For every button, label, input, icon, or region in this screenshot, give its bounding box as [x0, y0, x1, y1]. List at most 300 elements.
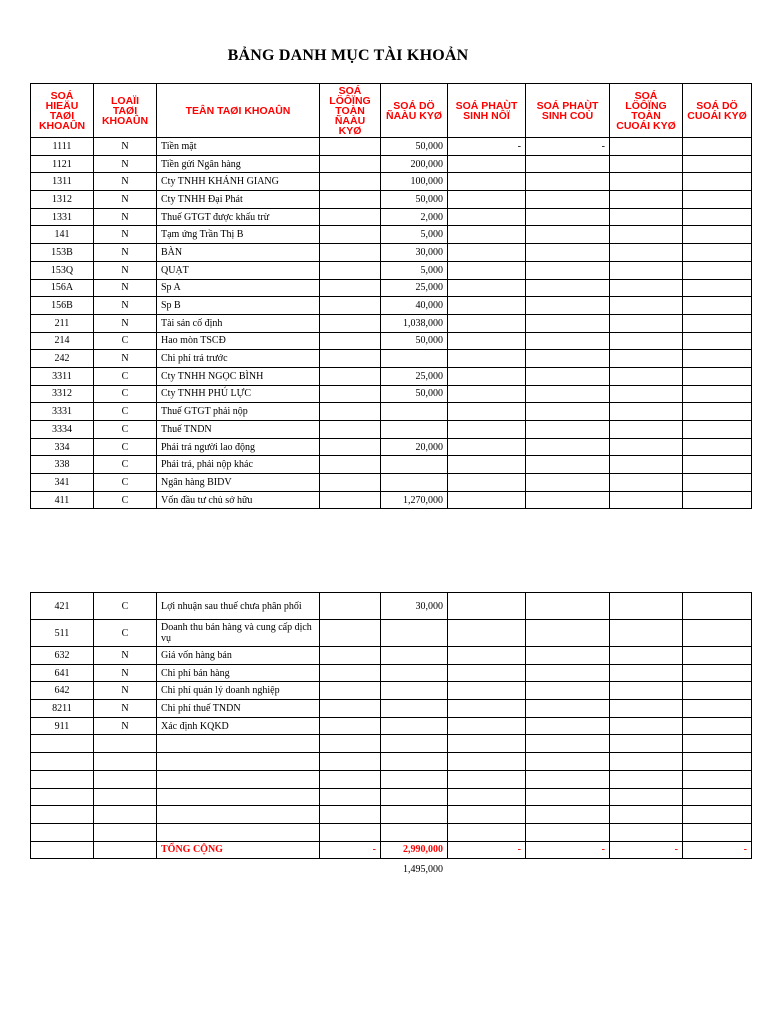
- cell-account-number: [31, 806, 94, 824]
- cell-opening-quantity: [320, 403, 381, 421]
- cell-account-name: Tạm ứng Trần Thị B: [157, 226, 320, 244]
- cell-opening-quantity: [320, 261, 381, 279]
- cell-closing-balance: [683, 823, 752, 841]
- cell-opening-balance: [381, 403, 448, 421]
- cell-opening-balance: 1,270,000: [381, 491, 448, 509]
- cell-closing-balance: [683, 620, 752, 647]
- cell-account-name: BÀN: [157, 244, 320, 262]
- cell-credit: [526, 620, 610, 647]
- cell-opening-balance: [381, 823, 448, 841]
- cell-closing-balance: [683, 155, 752, 173]
- cell-account-type: N: [94, 244, 157, 262]
- cell-account-type: N: [94, 138, 157, 156]
- cell-opening-quantity: [320, 735, 381, 753]
- cell-credit: [526, 208, 610, 226]
- cell-account-name: Chi phí trả trước: [157, 350, 320, 368]
- cell-debit: [448, 647, 526, 665]
- cell-closing-quantity: [610, 244, 683, 262]
- cell-opening-balance: [381, 770, 448, 788]
- cell-account-name: Chi phí thuế TNDN: [157, 700, 320, 718]
- cell-closing-balance: [683, 314, 752, 332]
- header-opening-balance: SOÁ DÖ ÑAÀU KYØ: [381, 84, 448, 138]
- table-row: [31, 421, 752, 439]
- cell-closing-quantity: [610, 138, 683, 156]
- cell-credit: -: [526, 138, 610, 156]
- cell-credit: [526, 191, 610, 209]
- cell-opening-balance: [381, 456, 448, 474]
- cell-opening-balance: 40,000: [381, 297, 448, 315]
- cell-account-type: C: [94, 438, 157, 456]
- cell-account-number: 642: [31, 682, 94, 700]
- table-row: [31, 297, 752, 315]
- cell-closing-quantity: [610, 226, 683, 244]
- cell-account-number: 632: [31, 647, 94, 665]
- cell-closing-quantity: [610, 421, 683, 439]
- cell-account-name: Giá vốn hàng bán: [157, 647, 320, 665]
- cell-debit: [448, 682, 526, 700]
- cell-account-name: Chi phí quản lý doanh nghiệp: [157, 682, 320, 700]
- cell-closing-quantity: [610, 682, 683, 700]
- cell-closing-balance: [683, 297, 752, 315]
- cell-closing-balance: [683, 138, 752, 156]
- total-opening-quantity: -: [320, 841, 381, 859]
- cell-account-type: C: [94, 474, 157, 492]
- cell-account-number: 8211: [31, 700, 94, 718]
- cell-opening-balance: 50,000: [381, 385, 448, 403]
- cell-account-number: 3334: [31, 421, 94, 439]
- cell-account-name: Tiền gửi Ngân hàng: [157, 155, 320, 173]
- page-title: BẢNG DANH MỤC TÀI KHOẢN: [227, 47, 469, 64]
- cell-debit: [448, 173, 526, 191]
- cell-opening-quantity: [320, 385, 381, 403]
- cell-opening-balance: [381, 788, 448, 806]
- table-row: [31, 226, 752, 244]
- table-row: [31, 491, 752, 509]
- cell-debit: [448, 664, 526, 682]
- cell-account-number: 1111: [31, 138, 94, 156]
- cell-credit: [526, 823, 610, 841]
- table-row: [31, 173, 752, 191]
- table-row: [31, 753, 752, 771]
- table-row: [31, 788, 752, 806]
- cell-debit: [448, 208, 526, 226]
- cell-account-type: N: [94, 297, 157, 315]
- cell-opening-quantity: [320, 806, 381, 824]
- cell-debit: [448, 456, 526, 474]
- cell-closing-balance: [683, 456, 752, 474]
- cell-credit: [526, 806, 610, 824]
- cell-credit: [526, 788, 610, 806]
- cell-account-name: Phải trả người lao động: [157, 438, 320, 456]
- cell-account-number: 421: [31, 593, 94, 620]
- cell-opening-balance: [381, 717, 448, 735]
- table-row: [31, 664, 752, 682]
- cell-debit: [448, 753, 526, 771]
- cell-account-number: 1311: [31, 173, 94, 191]
- cell-account-name: [157, 823, 320, 841]
- cell-credit: [526, 700, 610, 718]
- cell-account-type: C: [94, 593, 157, 620]
- cell-closing-balance: [683, 367, 752, 385]
- header-closing-balance: SOÁ DÖ CUOÁI KYØ: [683, 84, 752, 138]
- cell-account-number: 156B: [31, 297, 94, 315]
- cell-account-number: [31, 770, 94, 788]
- cell-debit: [448, 385, 526, 403]
- table-row: [31, 155, 752, 173]
- cell-closing-quantity: [610, 173, 683, 191]
- cell-credit: [526, 350, 610, 368]
- table-row: [31, 244, 752, 262]
- cell-account-type: [94, 735, 157, 753]
- cell-opening-quantity: [320, 226, 381, 244]
- cell-account-type: N: [94, 208, 157, 226]
- cell-opening-quantity: [320, 297, 381, 315]
- table-row: [31, 682, 752, 700]
- cell-account-name: Cty TNHH Đại Phát: [157, 191, 320, 209]
- cell-credit: [526, 173, 610, 191]
- table-row: [31, 208, 752, 226]
- cell-closing-balance: [683, 491, 752, 509]
- cell-opening-balance: [381, 700, 448, 718]
- cell-credit: [526, 593, 610, 620]
- table-row: [31, 138, 752, 156]
- cell-account-number: 153B: [31, 244, 94, 262]
- cell-account-type: C: [94, 367, 157, 385]
- cell-opening-quantity: [320, 664, 381, 682]
- cell-closing-balance: [683, 682, 752, 700]
- cell-closing-quantity: [610, 191, 683, 209]
- cell-opening-balance: 200,000: [381, 155, 448, 173]
- cell-closing-quantity: [610, 314, 683, 332]
- cell-opening-balance: [381, 806, 448, 824]
- cell-credit: [526, 438, 610, 456]
- cell-account-name: Cty TNHH KHÁNH GIANG: [157, 173, 320, 191]
- cell-account-type: N: [94, 155, 157, 173]
- cell-closing-balance: [683, 717, 752, 735]
- cell-closing-quantity: [610, 620, 683, 647]
- cell-account-name: Ngân hàng BIDV: [157, 474, 320, 492]
- cell-account-number: 3311: [31, 367, 94, 385]
- cell-opening-quantity: [320, 823, 381, 841]
- cell-opening-balance: 5,000: [381, 226, 448, 244]
- cell-closing-balance: [683, 474, 752, 492]
- cell-opening-balance: 25,000: [381, 367, 448, 385]
- cell-credit: [526, 297, 610, 315]
- cell-closing-quantity: [610, 155, 683, 173]
- total-account-number: [31, 841, 94, 859]
- cell-opening-quantity: [320, 138, 381, 156]
- cell-account-number: 242: [31, 350, 94, 368]
- cell-account-name: Sp B: [157, 297, 320, 315]
- cell-debit: [448, 403, 526, 421]
- cell-debit: [448, 244, 526, 262]
- cell-account-type: [94, 823, 157, 841]
- cell-account-type: N: [94, 314, 157, 332]
- cell-credit: [526, 717, 610, 735]
- cell-account-type: N: [94, 173, 157, 191]
- cell-opening-quantity: [320, 717, 381, 735]
- header-account-number: SOÁ HIEÄU TAØI KHOAÛN: [31, 84, 94, 138]
- cell-account-number: 641: [31, 664, 94, 682]
- accounts-table-bottom: [30, 592, 752, 859]
- cell-debit: [448, 770, 526, 788]
- cell-closing-balance: [683, 226, 752, 244]
- cell-account-type: N: [94, 261, 157, 279]
- table-row: [31, 385, 752, 403]
- cell-opening-quantity: [320, 700, 381, 718]
- header-account-type: LOAÏI TAØI KHOAÛN: [94, 84, 157, 138]
- cell-debit: [448, 806, 526, 824]
- cell-opening-balance: 1,038,000: [381, 314, 448, 332]
- cell-opening-quantity: [320, 332, 381, 350]
- cell-debit: [448, 297, 526, 315]
- cell-account-name: [157, 753, 320, 771]
- cell-opening-quantity: [320, 279, 381, 297]
- header-opening-quantity: SOÁ LÖÔÏNG TOÀN ÑAÀU KYØ: [320, 84, 381, 138]
- cell-opening-quantity: [320, 593, 381, 620]
- cell-opening-quantity: [320, 191, 381, 209]
- table-row: [31, 593, 752, 620]
- cell-credit: [526, 770, 610, 788]
- cell-account-type: N: [94, 350, 157, 368]
- cell-credit: [526, 226, 610, 244]
- cell-account-name: [157, 770, 320, 788]
- cell-debit: [448, 620, 526, 647]
- cell-account-name: [157, 735, 320, 753]
- cell-opening-quantity: [320, 682, 381, 700]
- cell-account-number: 341: [31, 474, 94, 492]
- cell-closing-balance: [683, 244, 752, 262]
- cell-closing-quantity: [610, 403, 683, 421]
- cell-debit: [448, 788, 526, 806]
- cell-closing-quantity: [610, 367, 683, 385]
- cell-credit: [526, 491, 610, 509]
- cell-account-name: Tài sản cố định: [157, 314, 320, 332]
- cell-closing-balance: [683, 700, 752, 718]
- table-row: [31, 456, 752, 474]
- table-row: [31, 620, 752, 647]
- cell-opening-balance: 100,000: [381, 173, 448, 191]
- cell-account-number: 334: [31, 438, 94, 456]
- total-debit: -: [448, 841, 526, 859]
- cell-opening-quantity: [320, 173, 381, 191]
- cell-opening-balance: 50,000: [381, 332, 448, 350]
- cell-debit: [448, 191, 526, 209]
- cell-account-type: N: [94, 226, 157, 244]
- cell-debit: [448, 155, 526, 173]
- cell-opening-balance: 5,000: [381, 261, 448, 279]
- cell-closing-balance: [683, 261, 752, 279]
- table-row: [31, 474, 752, 492]
- cell-account-name: Lợi nhuận sau thuế chưa phân phối: [157, 593, 320, 620]
- cell-closing-balance: [683, 753, 752, 771]
- total-account-type: [94, 841, 157, 859]
- footer-note: 1,495,000: [403, 864, 443, 875]
- cell-account-type: N: [94, 700, 157, 718]
- cell-opening-balance: 30,000: [381, 244, 448, 262]
- cell-credit: [526, 367, 610, 385]
- header-account-name: TEÂN TAØI KHOAÛN: [157, 84, 320, 138]
- cell-closing-balance: [683, 735, 752, 753]
- cell-closing-balance: [683, 279, 752, 297]
- table-row: [31, 314, 752, 332]
- cell-credit: [526, 244, 610, 262]
- cell-opening-quantity: [320, 456, 381, 474]
- total-account-name: TỔNG CỘNG: [157, 841, 320, 859]
- cell-opening-balance: 30,000: [381, 593, 448, 620]
- cell-credit: [526, 753, 610, 771]
- cell-opening-balance: [381, 350, 448, 368]
- cell-opening-quantity: [320, 438, 381, 456]
- cell-closing-quantity: [610, 456, 683, 474]
- cell-account-number: 214: [31, 332, 94, 350]
- cell-debit: [448, 735, 526, 753]
- cell-credit: [526, 664, 610, 682]
- cell-account-name: Thuế GTGT phải nộp: [157, 403, 320, 421]
- cell-account-number: [31, 735, 94, 753]
- cell-opening-balance: [381, 753, 448, 771]
- cell-account-number: 1312: [31, 191, 94, 209]
- cell-closing-balance: [683, 332, 752, 350]
- cell-credit: [526, 735, 610, 753]
- header-row: [31, 84, 752, 138]
- table-row: [31, 191, 752, 209]
- cell-account-name: Sp A: [157, 279, 320, 297]
- cell-account-type: N: [94, 664, 157, 682]
- cell-closing-balance: [683, 664, 752, 682]
- table-row: [31, 823, 752, 841]
- table-row: [31, 279, 752, 297]
- cell-opening-quantity: [320, 155, 381, 173]
- cell-account-type: C: [94, 332, 157, 350]
- cell-account-name: Vốn đầu tư chủ sở hữu: [157, 491, 320, 509]
- cell-closing-balance: [683, 770, 752, 788]
- cell-opening-balance: 2,000: [381, 208, 448, 226]
- cell-account-number: 911: [31, 717, 94, 735]
- cell-closing-quantity: [610, 350, 683, 368]
- header-credit: SOÁ PHAÙT SINH COÙ: [526, 84, 610, 138]
- cell-closing-balance: [683, 806, 752, 824]
- cell-closing-quantity: [610, 753, 683, 771]
- cell-opening-balance: [381, 735, 448, 753]
- cell-debit: [448, 717, 526, 735]
- cell-closing-quantity: [610, 438, 683, 456]
- cell-debit: [448, 593, 526, 620]
- cell-debit: [448, 700, 526, 718]
- cell-account-type: C: [94, 456, 157, 474]
- cell-closing-quantity: [610, 735, 683, 753]
- cell-closing-quantity: [610, 823, 683, 841]
- cell-opening-balance: [381, 474, 448, 492]
- cell-account-name: Cty TNHH PHÚ LỰC: [157, 385, 320, 403]
- total-closing-quantity: -: [610, 841, 683, 859]
- cell-closing-quantity: [610, 385, 683, 403]
- cell-opening-quantity: [320, 208, 381, 226]
- total-credit: -: [526, 841, 610, 859]
- cell-debit: [448, 474, 526, 492]
- cell-closing-quantity: [610, 474, 683, 492]
- cell-credit: [526, 155, 610, 173]
- table-row: [31, 367, 752, 385]
- cell-credit: [526, 647, 610, 665]
- cell-closing-balance: [683, 403, 752, 421]
- cell-account-number: 411: [31, 491, 94, 509]
- cell-closing-quantity: [610, 593, 683, 620]
- cell-closing-quantity: [610, 770, 683, 788]
- table-row: [31, 403, 752, 421]
- table-row: [31, 647, 752, 665]
- cell-opening-quantity: [320, 620, 381, 647]
- cell-credit: [526, 456, 610, 474]
- cell-debit: [448, 332, 526, 350]
- cell-closing-quantity: [610, 491, 683, 509]
- cell-account-name: Cty TNHH NGỌC BÌNH: [157, 367, 320, 385]
- cell-account-number: 3331: [31, 403, 94, 421]
- cell-account-number: 1331: [31, 208, 94, 226]
- cell-opening-balance: 25,000: [381, 279, 448, 297]
- cell-credit: [526, 385, 610, 403]
- cell-closing-balance: [683, 421, 752, 439]
- cell-closing-quantity: [610, 647, 683, 665]
- cell-account-number: [31, 753, 94, 771]
- cell-opening-quantity: [320, 647, 381, 665]
- cell-debit: [448, 314, 526, 332]
- cell-closing-quantity: [610, 788, 683, 806]
- cell-debit: [448, 421, 526, 439]
- cell-account-name: Phải trả, phải nộp khác: [157, 456, 320, 474]
- cell-account-number: [31, 823, 94, 841]
- cell-closing-balance: [683, 208, 752, 226]
- accounts-table-top: [30, 83, 752, 509]
- cell-credit: [526, 682, 610, 700]
- cell-closing-quantity: [610, 297, 683, 315]
- cell-opening-balance: [381, 421, 448, 439]
- cell-debit: [448, 226, 526, 244]
- cell-closing-quantity: [610, 664, 683, 682]
- cell-closing-balance: [683, 788, 752, 806]
- cell-account-type: C: [94, 385, 157, 403]
- cell-opening-quantity: [320, 314, 381, 332]
- cell-closing-balance: [683, 593, 752, 620]
- cell-opening-quantity: [320, 788, 381, 806]
- cell-account-name: Doanh thu bán hàng và cung cấp dịch vụ: [157, 620, 320, 647]
- cell-credit: [526, 474, 610, 492]
- cell-debit: [448, 491, 526, 509]
- total-closing-balance: -: [683, 841, 752, 859]
- header-debit: SOÁ PHAÙT SINH NÔÏ: [448, 84, 526, 138]
- cell-opening-quantity: [320, 770, 381, 788]
- cell-account-type: N: [94, 191, 157, 209]
- cell-account-type: C: [94, 491, 157, 509]
- cell-account-name: Tiền mặt: [157, 138, 320, 156]
- cell-closing-balance: [683, 647, 752, 665]
- table-row: [31, 770, 752, 788]
- table-row: [31, 735, 752, 753]
- cell-account-name: Hao mòn TSCĐ: [157, 332, 320, 350]
- cell-closing-quantity: [610, 208, 683, 226]
- table-row: [31, 700, 752, 718]
- cell-opening-quantity: [320, 474, 381, 492]
- cell-closing-balance: [683, 385, 752, 403]
- cell-closing-balance: [683, 191, 752, 209]
- cell-opening-balance: [381, 682, 448, 700]
- cell-account-number: 1121: [31, 155, 94, 173]
- cell-account-name: Chi phí bán hàng: [157, 664, 320, 682]
- cell-account-number: 156A: [31, 279, 94, 297]
- cell-credit: [526, 279, 610, 297]
- cell-debit: [448, 261, 526, 279]
- total-opening-balance: 2,990,000: [381, 841, 448, 859]
